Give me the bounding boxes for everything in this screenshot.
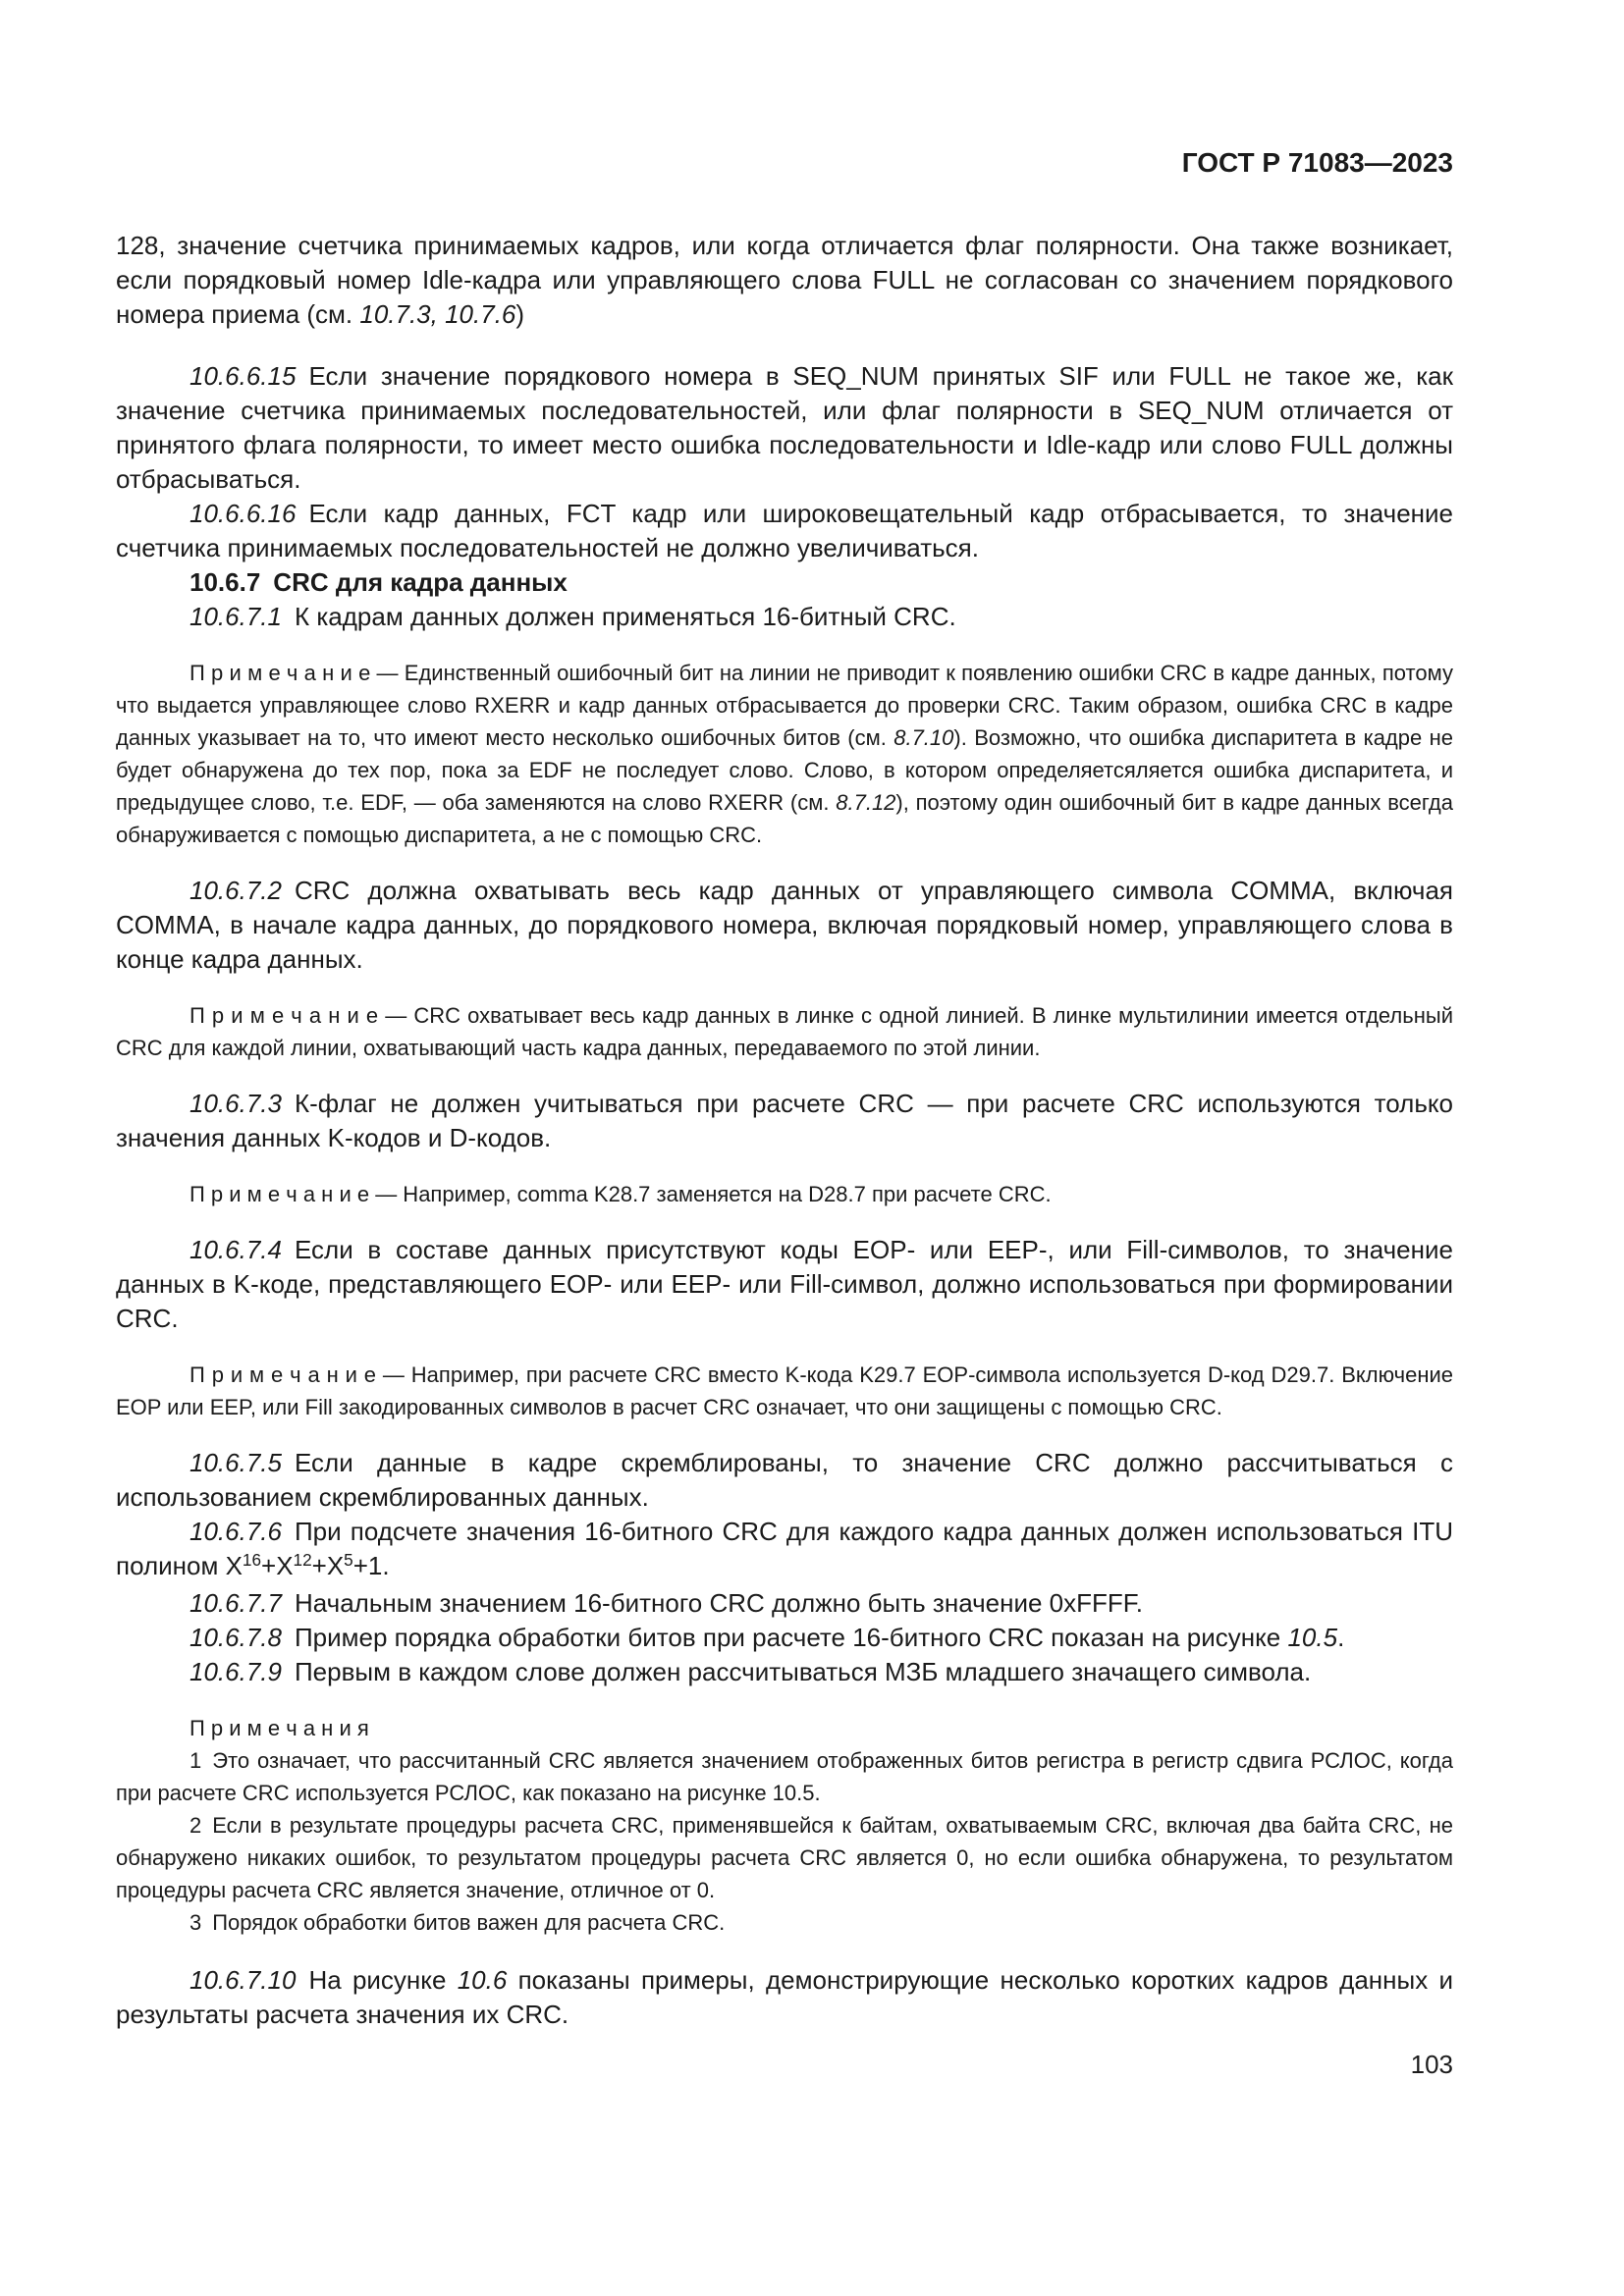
clause-10-6-7-6: 10.6.7.6 При подсчете значения 16-битного CRC для каждого кадра данных должен использоваться ITU полином $X^{16}+X^{12}+X^5+1$. xyxy=(116,1517,1453,1580)
para-continuation: 128, значение счетчика принимаемых кадров, или когда отличается флаг полярности. Она также возникает, если порядковый номер Idle-кадра или управляющего слова FULL не согласован со значением порядкового номера приема (см. 10.7.3, 10.7.6) xyxy=(116,231,1453,329)
clause-10-6-7-2: 10.6.7.2 CRC должна охватывать весь кадр данных от управляющего символа COMMA, включая COMMA, в начале кадра данных, до порядкового номера, включая порядковый номер, управляющего слова в конце кадра данных. xyxy=(116,876,1453,974)
note-after-10-6-7-2: П р и м е ч а н и е — CRC охватывает весь кадр данных в линке с одной линией. В линке мультилинии имеется отдельный CRC для каждой линии, охватывающий часть кадра данных, передаваемого по этой линии. xyxy=(116,1003,1453,1060)
clause-10-6-7-7: 10.6.7.7 Начальным значением 16-битного CRC должно быть значение 0xFFFF. xyxy=(189,1588,1143,1618)
notes-group-item-3: 3 Порядок обработки битов важен для расчета CRC. xyxy=(189,1910,726,1935)
clause-10-6-7-4: 10.6.7.4 Если в составе данных присутствуют коды EOP- или EEP-, или Fill-символов, то значение данных в K-коде, представляющего EOP- или EEP- или Fill-символ, должно использоваться при формировании CRC. xyxy=(116,1235,1453,1333)
clause-10-6-7-1: 10.6.7.1 К кадрам данных должен применяться 16-битный CRC. xyxy=(189,602,956,631)
clause-10-6-6-15: 10.6.6.15 Если значение порядкового номера в SEQ_NUM принятых SIF или FULL не такое же, как значение счетчика принимаемых последовательностей, или флаг полярности в SEQ_NUM отличается от принятого флага полярности, то имеет место ошибка последовательности и Idle-кадр или слово FULL должны отбрасываться. xyxy=(116,361,1453,494)
page-number: 103 xyxy=(1410,2050,1453,2079)
note-after-10-6-7-1: П р и м е ч а н и е — Единственный ошибочный бит на линии не приводит к появлению ошибки CRC в кадре данных, потому что выдается управляющее слово RXERR и кадр данных отбрасывается до проверки CRC. Таким образом, ошибка CRC в кадре данных указывает на то, что имеют место несколько ошибочных битов (см. 8.7.10). Возможно, что ошибка диспаритета в кадре не будет обнаружена до тех пор, пока за EDF не последует слово. Слово, в котором определяетсяляется ошибка диспаритета, и предыдущее слово, т.е. EDF, — оба заменяются на слово RXERR (см. 8.7.12), поэтому один ошибочный бит в кадре данных всегда обнаруживается с помощью диспаритета, а не с помощью CRC. xyxy=(116,661,1453,847)
clause-10-6-7-9: 10.6.7.9 Первым в каждом слове должен рассчитываться МЗБ младшего значащего символа. xyxy=(189,1657,1312,1686)
clause-10-6-7-8: 10.6.7.8 Пример порядка обработки битов при расчете 16-битного CRC показан на рисунке 10.5. xyxy=(189,1623,1345,1652)
clause-10-6-7-10: 10.6.7.10 На рисунке 10.6 показаны примеры, демонстрирующие несколько коротких кадров данных и результаты расчета значения их CRC. xyxy=(116,1965,1454,2029)
clause-10-6-7-5: 10.6.7.5 Если данные в кадре скремблированы, то значение CRC должно рассчитываться с использованием скремблированных данных. xyxy=(116,1448,1453,1512)
running-header: ГОСТ Р 71083—2023 xyxy=(1181,147,1453,178)
notes-group-heading: П р и м е ч а н и я xyxy=(189,1716,369,1740)
notes-group-item-2: 2 Если в результате процедуры расчета CRC, применявшейся к байтам, охватываемым CRC, включая два байта CRC, не обнаружено никаких ошибок, то результатом процедуры расчета CRC является 0, но если ошибка обнаружена, то результатом процедуры расчета CRC является значение, отличное от 0. xyxy=(116,1813,1453,1902)
note-after-10-6-7-3: П р и м е ч а н и е — Например, comma K28.7 заменяется на D28.7 при расчете CRC. xyxy=(189,1182,1052,1206)
notes-group-item-1: 1 Это означает, что рассчитанный CRC является значением отображенных битов регистра в регистр сдвига РСЛОС, когда при расчете CRC используется РСЛОС, как показано на рисунке 10.5. xyxy=(116,1748,1453,1805)
notes-group xyxy=(116,1712,1453,1939)
subsection-heading-10-6-7: 10.6.7 CRC для кадра данных xyxy=(189,567,568,597)
clause-10-6-6-16: 10.6.6.16 Если кадр данных, FCT кадр или широковещательный кадр отбрасывается, то значение счетчика принимаемых последовательностей не должно увеличиваться. xyxy=(116,499,1453,562)
note-after-10-6-7-4: П р и м е ч а н и е — Например, при расчете CRC вместо K-кода K29.7 EOP-символа используется D-код D29.7. Включение EOP или EEP, или Fill закодированных символов в расчет CRC означает, что они защищены с помощью CRC. xyxy=(116,1362,1453,1419)
clause-10-6-7-3: 10.6.7.3 К-флаг не должен учитываться при расчете CRC — при расчете CRC используются только значения данных K-кодов и D-кодов. xyxy=(116,1089,1453,1152)
